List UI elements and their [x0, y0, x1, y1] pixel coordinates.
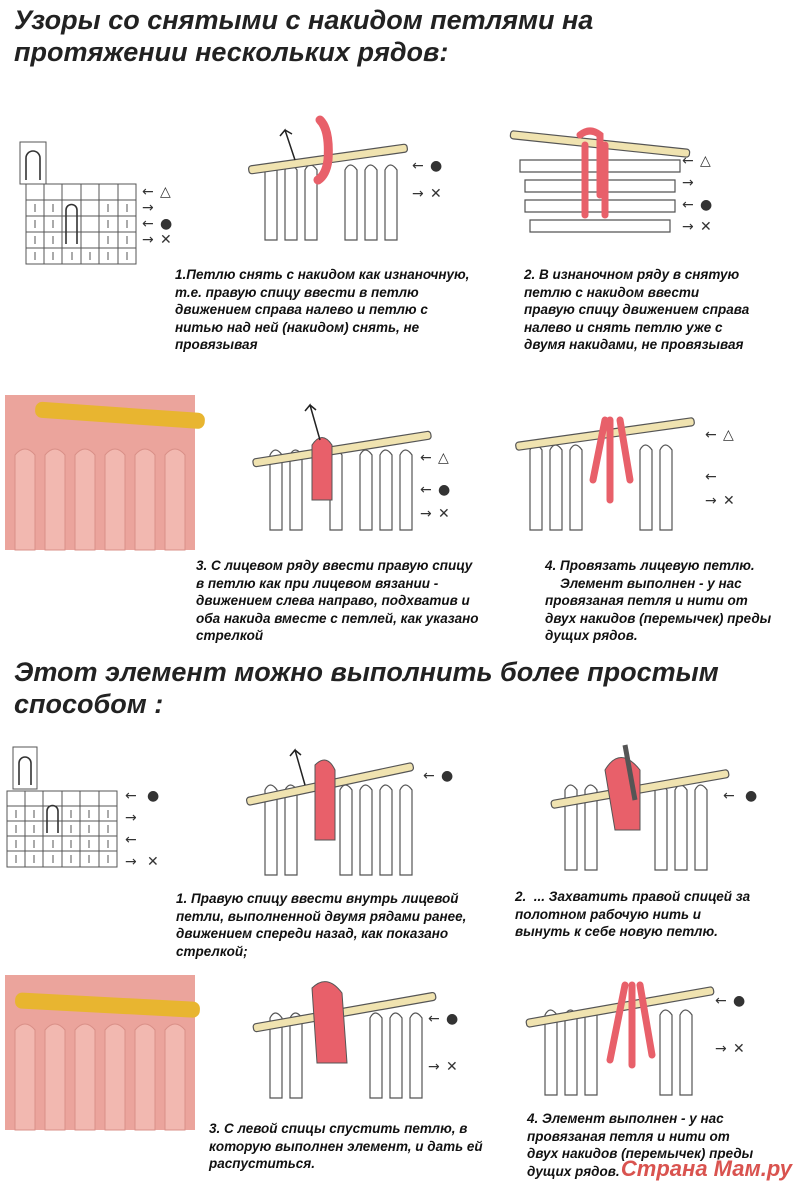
svg-text:→: → [420, 506, 432, 522]
triangle-icon: △ [723, 427, 734, 443]
dot-icon: ● [160, 216, 173, 232]
cross-icon: ✕ [723, 493, 735, 509]
svg-text:→: → [412, 186, 424, 202]
arrow-icon: ← [142, 184, 154, 200]
dot-icon: ● [446, 1011, 459, 1027]
knitting-illustration-step3 [250, 400, 450, 540]
svg-text:←: ← [723, 788, 735, 804]
dot-icon: ● [441, 768, 454, 784]
caption-step3: 3. С лицевом ряду ввести правую спицу в петлю как при лицевом вязании - движением слева направо, подхватив и оба накида вместе с петлей, как указано стрелкой [196, 558, 479, 643]
dot-icon: ● [438, 482, 451, 498]
svg-text:→: → [715, 1041, 727, 1057]
svg-text:←: ← [428, 1011, 440, 1027]
svg-text:→: → [142, 232, 154, 248]
dot-icon: ● [745, 788, 758, 804]
svg-text:→: → [705, 493, 717, 509]
knitting-illustration-step1 [240, 110, 443, 260]
watermark: Страна Мам.ру [620, 1156, 792, 1181]
svg-text:←: ← [682, 197, 694, 213]
cross-icon: ✕ [438, 506, 450, 522]
caption-alt-step4: 4. Элемент выполнен - у нас провязаная петля и нити от двух накидов (перемычек) преды дущих рядов. [527, 1111, 754, 1179]
caption-alt-step2: 2. ... Захватить правой спицей за полотном рабочую нить и вынуть к себе новую петлю. [515, 889, 751, 939]
section2-title-line1: Этот элемент можно выполнить более простым [14, 657, 719, 687]
dot-icon: ● [430, 158, 443, 174]
stitch-chart-1 [18, 140, 188, 270]
triangle-icon: △ [700, 153, 711, 169]
svg-text:→: → [428, 1059, 440, 1075]
knitting-photo-1 [5, 395, 195, 550]
svg-text:←: ← [420, 450, 432, 466]
dot-icon: ● [147, 788, 160, 804]
svg-text:→: → [125, 810, 137, 826]
triangle-icon: △ [160, 184, 171, 200]
svg-text:←: ← [125, 832, 137, 848]
section2-title-line2: способом : [14, 689, 164, 719]
cross-icon: ✕ [700, 219, 712, 235]
cross-icon: ✕ [160, 232, 172, 248]
svg-text:←: ← [705, 427, 717, 443]
svg-text:→: → [125, 854, 137, 870]
knitting-illustration-alt-step3 [250, 968, 459, 1108]
svg-text:←: ← [423, 768, 435, 784]
caption-step1: 1.Петлю снять с накидом как изнаночную, т.е. правую спицу ввести в петлю движением справа налево и петлю с нитью над ней (накидом) снять, не провязывая [175, 267, 470, 352]
dot-icon: ● [700, 197, 713, 213]
cross-icon: ✕ [147, 854, 159, 870]
triangle-icon: △ [438, 450, 449, 466]
svg-text:←: ← [705, 469, 717, 485]
section2-title [14, 656, 719, 720]
cross-icon: ✕ [733, 1041, 745, 1057]
knitting-illustration-step2 [510, 125, 713, 265]
svg-text:←: ← [125, 788, 137, 804]
svg-text:→: → [142, 200, 154, 216]
svg-text:→: → [682, 219, 694, 235]
svg-text:→: → [682, 175, 694, 191]
svg-text:←: ← [420, 482, 432, 498]
page-title-line1: Узоры со снятыми с накидом петлями на [14, 5, 594, 35]
caption-alt-step3: 3. С левой спицы спустить петлю, в которую выполнен элемент, и дать ей распуститься. [209, 1121, 483, 1171]
knitting-illustration-step4 [510, 395, 735, 545]
svg-text:←: ← [715, 993, 727, 1009]
svg-text:←: ← [682, 153, 694, 169]
knitting-photo-2 [5, 975, 195, 1130]
caption-step2: 2. В изнаночном ряду в снятую петлю с накидом ввести правую спицу движением справа налево и снять петлю уже с двумя накидами, не провязывая [524, 267, 750, 352]
caption-step4: 4. Провязать лицевую петлю. Элемент выполнен - у нас провязаная петля и нити от двух накидов (перемычек) преды дущих рядов. [545, 558, 772, 643]
cross-icon: ✕ [446, 1059, 458, 1075]
svg-text:←: ← [412, 158, 424, 174]
knitting-illustration-alt-step4 [520, 965, 746, 1105]
page-title [14, 4, 593, 68]
cross-icon: ✕ [430, 186, 442, 202]
knitting-illustration-alt-step2 [545, 740, 765, 880]
page-title-line2: протяжении нескольких рядов: [14, 37, 449, 67]
stitch-chart-2 [5, 745, 175, 870]
dot-icon: ● [733, 993, 746, 1009]
caption-alt-step1: 1. Правую спицу ввести внутрь лицевой петли, выполненной двумя рядами ранее, движением спереди назад, как показано стрелкой; [176, 891, 467, 959]
arrow-icon: ← [142, 216, 154, 232]
knitting-illustration-alt-step1 [245, 745, 455, 885]
